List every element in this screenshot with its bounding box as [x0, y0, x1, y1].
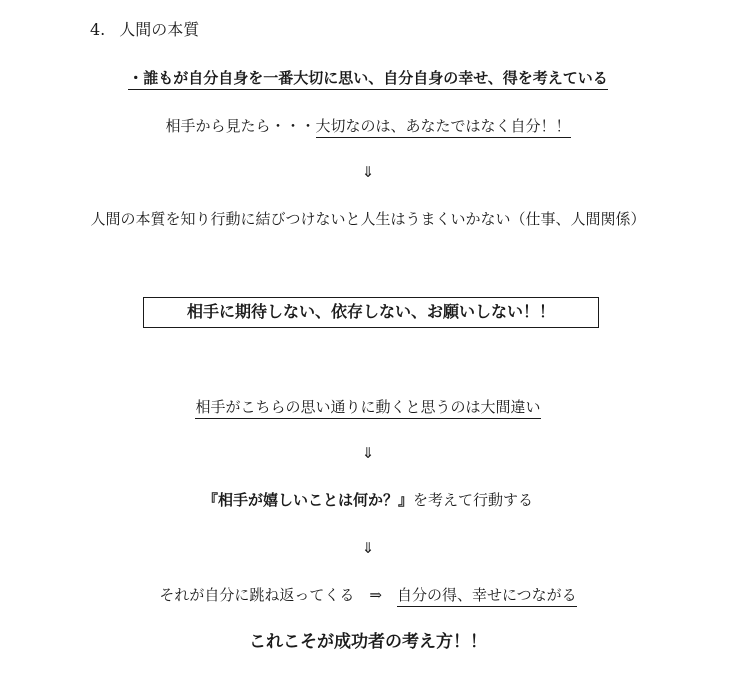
section-number: 4. — [90, 20, 106, 39]
section-title: 人間の本質 — [119, 20, 200, 39]
essence-line: 人間の本質を知り行動に結びつけないと人生はうまくいかない（仕事、人間関係） — [90, 210, 646, 228]
bullet-line-row — [0, 68, 736, 88]
perspective-underlined: 大切なのは、あなたではなく自分！！ — [316, 117, 571, 138]
down-arrow-2: ⇓ — [361, 444, 375, 462]
down-arrow-1: ⇓ — [361, 163, 375, 181]
boxed-statement: 相手に期待しない、依存しない、お願いしない！！ — [143, 297, 599, 328]
bullet-statement: ・誰もが自分自身を一番大切に思い、自分自身の幸せ、得を考えている — [128, 69, 608, 90]
misconception-row — [0, 397, 736, 417]
section-heading — [90, 20, 199, 40]
misconception-text: 相手がこちらの思い通りに動くと思うのは大間違い — [195, 398, 540, 419]
result-line — [0, 585, 736, 605]
result-underlined: 自分の得、幸せにつながる — [397, 586, 577, 607]
action-bold-part: 『相手が嬉しいことは何か？』 — [202, 491, 413, 509]
conclusion: これこそが成功者の考え方！！ — [249, 632, 487, 652]
result-prefix: それが自分に跳ね返ってくる ⇒ — [159, 586, 397, 604]
action-line — [0, 490, 736, 510]
action-rest: を考えて行動する — [413, 491, 534, 509]
perspective-prefix: 相手から見たら・・・ — [165, 117, 316, 135]
down-arrow-3: ⇓ — [361, 539, 375, 557]
perspective-line — [0, 116, 736, 136]
